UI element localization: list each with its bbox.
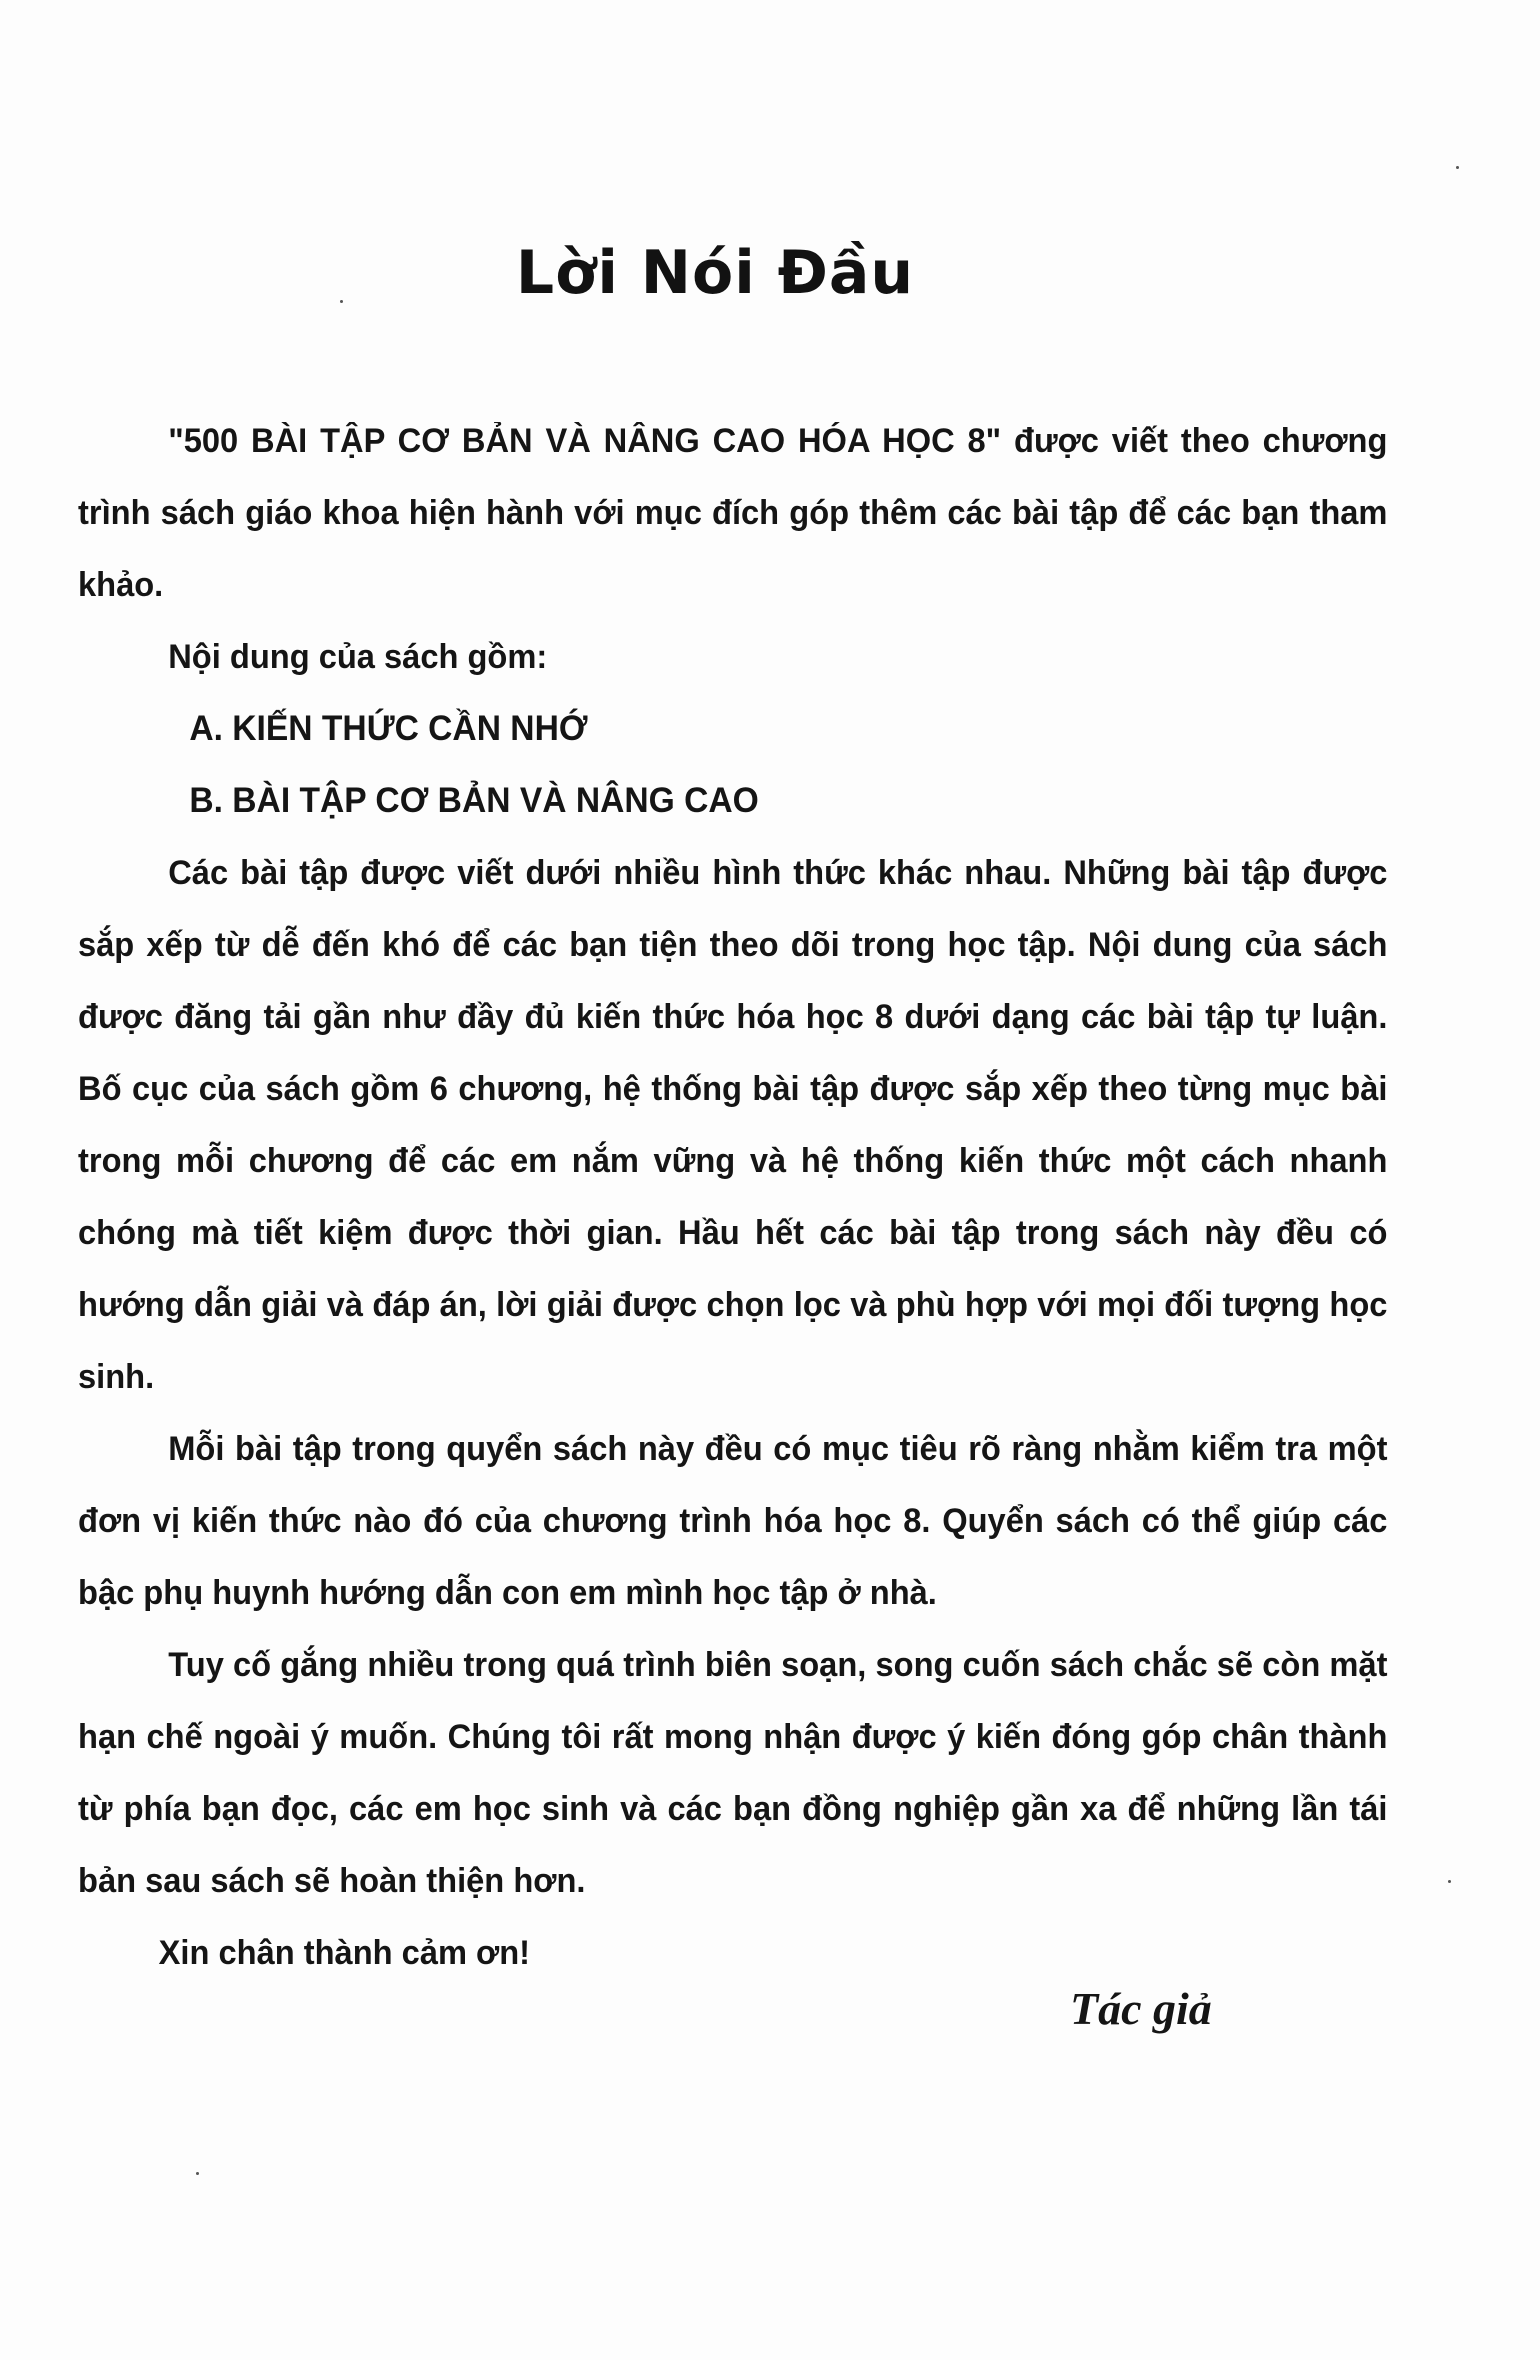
scan-speck (1448, 1880, 1451, 1883)
section-b-heading: B. BÀI TẬP CƠ BẢN VÀ NÂNG CAO (189, 781, 759, 820)
page-title: Lời Nói Đầu (515, 238, 915, 308)
contents-intro: Nội dung của sách gồm: (168, 638, 548, 676)
scan-speck (196, 2172, 199, 2175)
author-signature: Tác giả (1070, 1983, 1212, 2034)
scan-speck (1456, 166, 1459, 169)
intro-paragraph: "500 BÀI TẬP CƠ BẢN VÀ NÂNG CAO HÓA HỌC 8" được viết theo chương trình sách giáo khoa hiện hành với mục đích góp thêm các bài tập để các bạn tham khảo. (78, 422, 1388, 604)
thanks-line: Xin chân thành cảm ơn! (158, 1934, 531, 1972)
preface-body (78, 405, 1387, 1989)
purpose-paragraph: Mỗi bài tập trong quyển sách này đều có mục tiêu rõ ràng nhằm kiểm tra một đơn vị kiến thức nào đó của chương trình hóa học 8. Quyển sách có thể giúp các bậc phụ huynh hướng dẫn con em mình học tập ở nhà. (78, 1430, 1388, 1612)
section-a-heading: A. KIẾN THỨC CẦN NHỚ (189, 709, 588, 748)
structure-paragraph: Các bài tập được viết dưới nhiều hình thức khác nhau. Những bài tập được sắp xếp từ dễ đến khó để các bạn tiện theo dõi trong học tập. Nội dung của sách được đăng tải gần như đầy đủ kiến thức hóa học 8 dưới dạng các bài tập tự luận. Bố cục của sách gồm 6 chương, hệ thống bài tập được sắp xếp theo từng mục bài trong mỗi chương để các em nắm vững và hệ thống kiến thức một cách nhanh chóng mà tiết kiệm được thời gian. Hầu hết các bài tập trong sách này đều có hướng dẫn giải và đáp án, lời giải được chọn lọc và phù hợp với mọi đối tượng học sinh. (78, 854, 1388, 1396)
feedback-paragraph: Tuy cố gắng nhiều trong quá trình biên soạn, song cuốn sách chắc sẽ còn mặt hạn chế ngoài ý muốn. Chúng tôi rất mong nhận được ý kiến đóng góp chân thành từ phía bạn đọc, các em học sinh và các bạn đồng nghiệp gần xa để những lần tái bản sau sách sẽ hoàn thiện hơn. (78, 1646, 1388, 1900)
scan-speck (340, 300, 343, 303)
